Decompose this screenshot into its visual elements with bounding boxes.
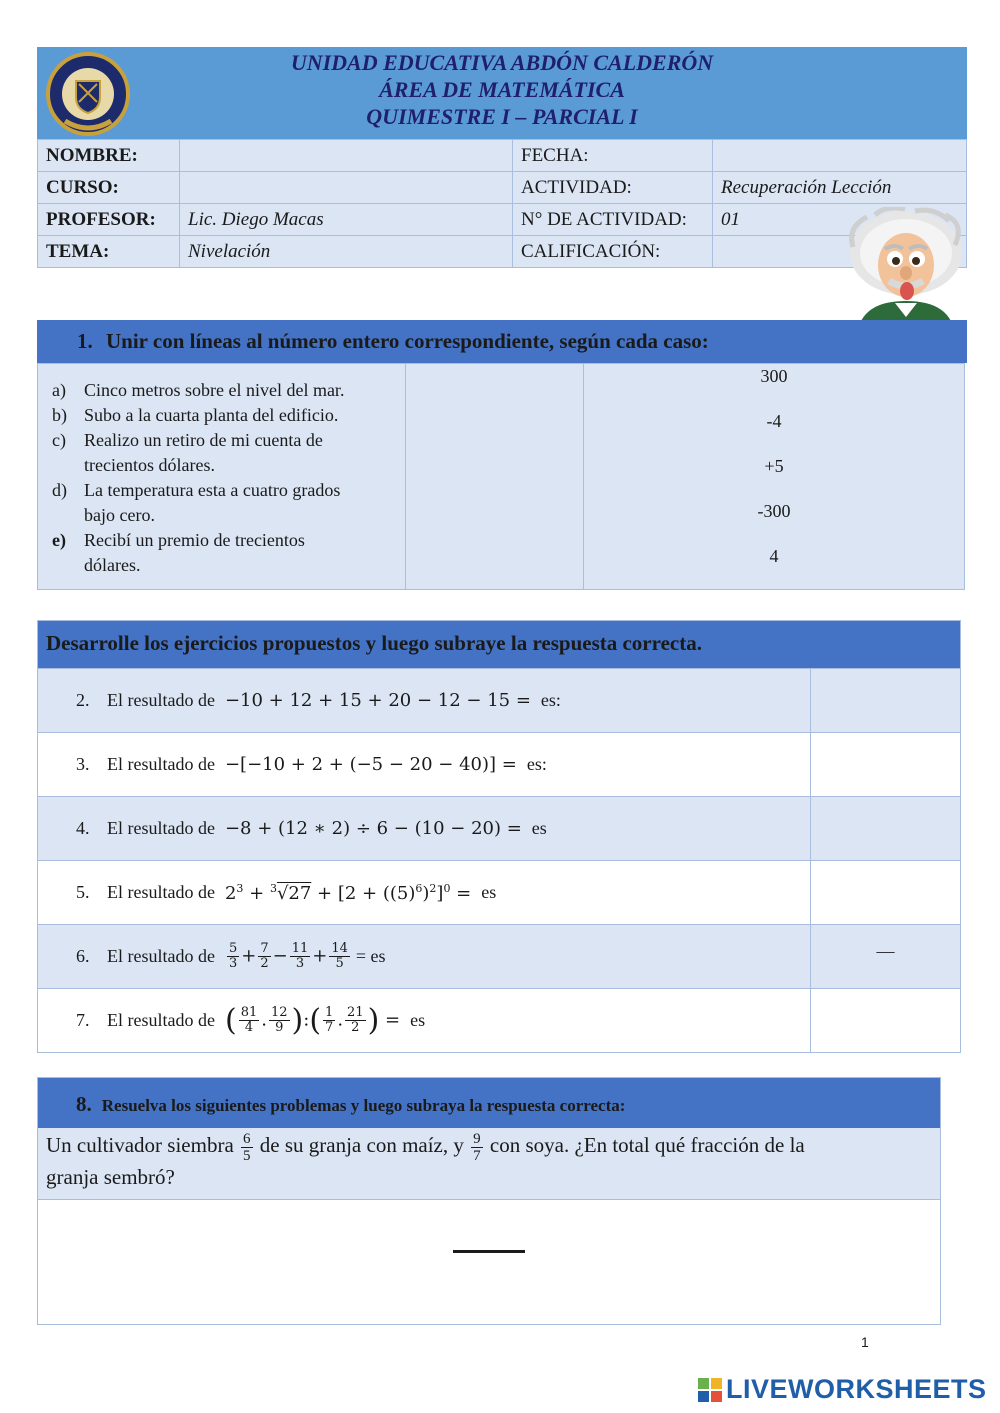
- case-list: [52, 378, 392, 578]
- integer-option[interactable]: -300: [757, 501, 791, 521]
- exercise-row: 3. El resultado de −[−10 + 2 + (−5 − 20 − 40)] = es:: [38, 732, 960, 796]
- tema-value: Nivelación: [180, 236, 513, 268]
- answer-field[interactable]: —: [810, 925, 960, 988]
- num-actividad-value: 01: [713, 204, 967, 236]
- case-item: a) Cinco metros sobre el nivel del mar.: [52, 380, 345, 400]
- case-item: d) La temperatura esta a cuatro grados bajo cero.: [52, 480, 341, 525]
- problem-question: Un cultivador siembra $\frac{6}{5}$ de su granja con maíz, y $\frac{9}{7}$ con soya. ¿En total qué fracción de la granja sembró?: [38, 1128, 940, 1200]
- profesor-value: Lic. Diego Macas: [180, 204, 513, 236]
- school-header: [37, 47, 967, 139]
- exercise-row: 6. El resultado de $\frac{5}{3}$ + $\frac{7}{2}$ − $\frac{11}{3}$ + $\frac{14}{5}$ = es —: [38, 924, 960, 988]
- curso-label: CURSO:: [38, 172, 180, 204]
- integer-option[interactable]: 300: [760, 366, 788, 386]
- answer-field[interactable]: [810, 861, 960, 924]
- case-item: c) Realizo un retiro de mi cuenta de trecientos dólares.: [52, 430, 323, 475]
- curso-field[interactable]: [180, 172, 513, 204]
- exercises-header: Desarrolle los ejercicios propuestos y luego subraye la respuesta correcta.: [38, 621, 960, 668]
- fecha-field[interactable]: [713, 140, 967, 172]
- liveworksheets-logo-icon: [698, 1378, 722, 1402]
- expression: −8 + (12 ∗ 2) ÷ 6 − (10 − 20) =: [224, 818, 522, 839]
- info-row: [38, 140, 967, 172]
- tema-label: TEMA:: [38, 236, 180, 268]
- exercise-row: 5. El resultado de $2^3 + ^3√27 + [2 + ((5)^6)^2]^0$ = es: [38, 860, 960, 924]
- exercises-section: [37, 620, 961, 1053]
- school-name: UNIDAD EDUCATIVA ABDÓN CALDERÓN: [290, 50, 714, 75]
- integer-options: [584, 364, 964, 589]
- matching-exercise: [37, 363, 965, 590]
- case-item: e) Recibí un premio de trecientos dólares.: [52, 530, 305, 575]
- section1-header: [37, 320, 967, 363]
- expression: −10 + 12 + 15 + 20 − 12 − 15 =: [224, 690, 531, 711]
- section1-title: Unir con líneas al número entero correspondiente, según cada caso:: [106, 329, 709, 353]
- matching-line-area[interactable]: [405, 364, 584, 589]
- integer-option[interactable]: +5: [764, 456, 784, 476]
- nombre-field[interactable]: [180, 140, 513, 172]
- answer-blank-line[interactable]: [453, 1250, 525, 1253]
- area-name: ÁREA DE MATEMÁTICA: [379, 77, 625, 102]
- exercise-row: 4. El resultado de −8 + (12 ∗ 2) ÷ 6 − (10 − 20) = es: [38, 796, 960, 860]
- actividad-label: ACTIVIDAD:: [513, 172, 713, 204]
- fecha-label: FECHA:: [513, 140, 713, 172]
- calificacion-label: CALIFICACIÓN:: [513, 236, 713, 268]
- brand-text: LIVEWORKSHEETS: [726, 1374, 987, 1404]
- integer-option[interactable]: -4: [766, 411, 782, 431]
- einstein-mascot-image: [845, 207, 967, 335]
- info-row: [38, 204, 967, 236]
- info-row: [38, 236, 967, 268]
- answer-field[interactable]: [810, 989, 960, 1052]
- problem-header: 8. Resuelva los siguientes problemas y luego subraya la respuesta correcta:: [38, 1078, 940, 1128]
- expression: −[−10 + 2 + (−5 − 20 − 40)] =: [224, 754, 517, 775]
- expression: $\frac{5}{3}$ + $\frac{7}{2}$ − $\frac{11}{3}$ + $\frac{14}{5}$: [228, 941, 348, 971]
- section1-number: 1.: [77, 329, 93, 353]
- student-info-table: [37, 139, 967, 268]
- info-row: [38, 172, 967, 204]
- exercise-row: 2. El resultado de −10 + 12 + 15 + 20 − 12 − 15 = es:: [38, 668, 960, 732]
- answer-field[interactable]: [810, 733, 960, 796]
- term-name: QUIMESTRE I – PARCIAL I: [366, 104, 638, 129]
- expression: $2^3 + ^3√27 + [2 + ((5)^6)^2]^0$ =: [224, 881, 472, 904]
- profesor-label: PROFESOR:: [38, 204, 180, 236]
- actividad-value: Recuperación Lección: [713, 172, 967, 204]
- problem-answer-area[interactable]: [38, 1200, 940, 1324]
- answer-field[interactable]: [810, 669, 960, 732]
- case-item: b) Subo a la cuarta planta del edificio.: [52, 405, 339, 425]
- answer-field[interactable]: [810, 797, 960, 860]
- nombre-label: NOMBRE:: [38, 140, 180, 172]
- page-number: 1: [861, 1334, 869, 1350]
- integer-option[interactable]: 4: [769, 546, 779, 566]
- expression: ( $\frac{81}{4}$ . $\frac{12}{9}$ ):( $\frac{1}{7}$ . $\frac{21}{2}$ ) =: [224, 1003, 401, 1038]
- exercise-row: 7. El resultado de ( $\frac{81}{4}$ . $\frac{12}{9}$ ):( $\frac{1}{7}$ . $\frac{21}{2}$ ) = es: [38, 988, 960, 1052]
- liveworksheets-brand: [698, 1374, 987, 1405]
- problem-section: [37, 1077, 941, 1325]
- num-actividad-label: N° DE ACTIVIDAD:: [513, 204, 713, 236]
